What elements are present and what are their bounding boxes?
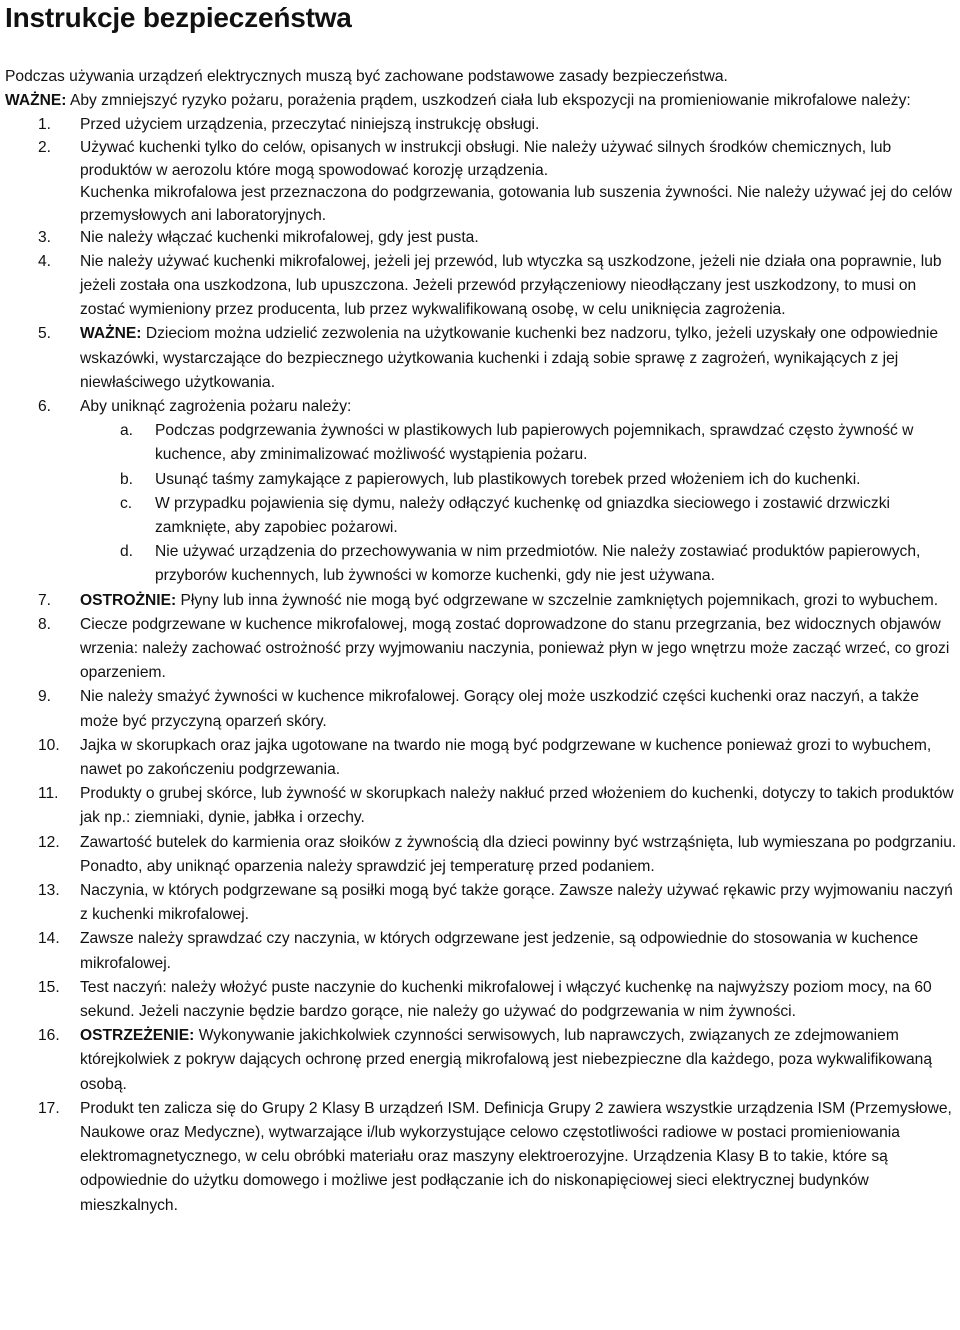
warning-label: OSTRZEŻENIE: [80, 1027, 195, 1045]
list-item [5, 879, 960, 927]
item-text: Ciecze podgrzewane w kuchence mikrofalowej, mogą zostać doprowadzone do stanu przegrzania, bez widocznych objawów wrzenia: należy zachować ostrożność przy wyjmowaniu naczynia, ponieważ płyn w jego wnętrzu może zacząć wrzeć, co grozi oparzeniem. [80, 615, 950, 682]
intro-line: Podczas używania urządzeń elektrycznych muszą być zachowane podstawowe zasady bezpieczeństwa. [5, 68, 728, 85]
list-item [5, 976, 960, 1024]
item-text: Nie należy używać kuchenki mikrofalowej, jeżeli jej przewód, lub wtyczka są uszkodzone, jeżeli nie działa ona poprawnie, lub jeżeli została ona uszkodzona, lub upuszczona. Jeżeli przewód przyłączeniowy nieodłączany jest uszkodzony, to musi on zostać wymieniony przez producenta, lub przez wykwalifikowaną osobę, w celu uniknięcia zagrożenia. [80, 252, 942, 319]
document-page [5, 0, 960, 1218]
item-number: 15. [38, 978, 60, 996]
item-number: 12. [38, 833, 60, 851]
item-text: Produkt ten zalicza się do Grupy 2 Klasy B urządzeń ISM. Definicja Grupy 2 zawiera wszystkie urządzenia ISM (Przemysłowe, Naukowe oraz Medyczne), wytwarzające i/lub wykorzystujące celowo częstotliwości radiowe w postaci promieniowania elektromagnetycznego, w celu obróbki materiału oraz maszyny elektroerozyjne. Urządzenia Klasy B to takie, które są odpowiednie do użytku domowego i możliwe jest podłączanie ich do niskonapięciowej sieci elektrycznej budynków mieszkalnych. [80, 1099, 952, 1214]
sub-list-item [80, 468, 960, 492]
list-item [5, 227, 960, 250]
sub-item-text: Usunąć taśmy zamykające z papierowych, lub plastikowych torebek przed włożeniem ich do kuchenki. [155, 470, 861, 488]
item-number: 14. [38, 930, 60, 948]
list-item [5, 137, 960, 227]
sub-list-item [80, 419, 960, 467]
list-item [5, 831, 960, 879]
page-title: Instrukcje bezpieczeństwa [5, 2, 352, 33]
safety-list [5, 113, 960, 1218]
list-item [5, 613, 960, 686]
sub-list-item [80, 540, 960, 588]
item-text: Nie należy smażyć żywności w kuchence mikrofalowej. Gorący olej może uszkodzić części kuchenki oraz naczyń, a także może być przyczyną oparzeń skóry. [80, 688, 919, 730]
list-item [5, 113, 960, 137]
item-text: Wykonywanie jakichkolwiek czynności serwisowych, lub naprawczych, związanych ze zdejmowaniem którejkolwiek z pokryw dających ochronę przed energią mikrofalową jest niebezpieczne dla każdego, poza wykwalifikowaną osobą. [80, 1027, 933, 1093]
intro-important [5, 89, 960, 113]
list-item [5, 782, 960, 830]
sub-list-item [80, 492, 960, 540]
sub-item-text: Nie używać urządzenia do przechowywania w nim przedmiotów. Nie należy zostawiać produktów papierowych, przyborów kuchennych, lub żywności w komorze kuchenki, gdy nie jest używana. [155, 543, 921, 585]
item-number: 13. [38, 881, 60, 899]
item-text: Zawsze należy sprawdzać czy naczynia, w których odgrzewane jest jedzenie, są odpowiednie do stosowania w kuchence mikrofalowej. [80, 930, 919, 972]
list-item [5, 927, 960, 975]
caution-label: OSTROŻNIE: [80, 591, 177, 609]
list-item [5, 1097, 960, 1218]
item-number: 7. [38, 591, 52, 609]
list-item [5, 685, 960, 733]
item-number: 1. [38, 116, 52, 133]
item-number: 6. [38, 397, 52, 415]
item-letter: c. [120, 494, 133, 512]
sub-list [80, 419, 960, 588]
item-text: Przed użyciem urządzenia, przeczytać niniejszą instrukcję obsługi. [80, 116, 540, 133]
item-number: 11. [38, 785, 59, 803]
item-letter: d. [120, 543, 134, 561]
item-number: 16. [38, 1027, 60, 1045]
important-label: WAŻNE: [80, 325, 142, 343]
item-text: Produkty o grubej skórce, lub żywność w skorupkach należy nakłuć przed włożeniem do kuchenki, dotyczy to takich produktów jak np.: ziemniaki, dynie, jabłka i orzechy. [80, 785, 954, 827]
item-number: 4. [38, 252, 52, 270]
item-number: 3. [38, 229, 52, 247]
list-item [5, 395, 960, 589]
item-number: 5. [38, 325, 52, 343]
item-text-extra: Kuchenka mikrofalowa jest przeznaczona do podgrzewania, gotowania lub suszenia żywności. Nie należy używać jej do celów przemysłowych ani laboratoryjnych. [80, 184, 952, 224]
item-number: 17. [38, 1099, 60, 1117]
item-text: Aby uniknąć zagrożenia pożaru należy: [80, 397, 352, 415]
list-item [5, 1024, 960, 1097]
item-number: 2. [38, 139, 52, 157]
item-text: Płyny lub inna żywność nie mogą być odgrzewane w szczelnie zamkniętych pojemnikach, grozi to wybuchem. [176, 591, 939, 609]
item-number: 8. [38, 615, 52, 633]
list-item [5, 322, 960, 395]
item-letter: b. [120, 470, 134, 488]
item-text: Używać kuchenki tylko do celów, opisanych w instrukcji obsługi. Nie należy używać silnych środków chemicznych, lub produktów w aerozolu które mogą spowodować korozję urządzenia. [80, 139, 892, 179]
intro-important-text: Aby zmniejszyć ryzyko pożaru, porażenia prądem, uszkodzeń ciała lub ekspozycji na promieniowanie mikrofalowe należy: [66, 92, 911, 109]
intro [5, 65, 960, 113]
item-text: Naczynia, w których podgrzewane są posiłki mogą być także gorące. Zawsze należy używać rękawic przy wyjmowaniu naczyń z kuchenki mikrofalowej. [80, 881, 953, 924]
list-item [5, 734, 960, 782]
item-text: Jajka w skorupkach oraz jajka ugotowane na twardo nie mogą być podgrzewane w kuchence ponieważ grozi to wybuchem, nawet po zakończeniu podgrzewania. [80, 736, 932, 778]
item-text: Dzieciom można udzielić zezwolenia na użytkowanie kuchenki bez nadzoru, tylko, jeżeli uzyskały one odpowiednie wskazówki, wystarczające do bezpiecznego użytkowania kuchenki i zdają sobie sprawę z zagrożeń, wynikających z jej niewłaściwego użytkowania. [80, 325, 939, 391]
item-text: Nie należy włączać kuchenki mikrofalowej, gdy jest pusta. [80, 229, 479, 247]
important-label: WAŻNE: [5, 92, 67, 109]
item-text: Zawartość butelek do karmienia oraz słoików z żywnością dla dzieci powinny być wstrząśnięta, lub wymieszana po podgrzaniu. Ponadto, aby uniknąć oparzenia należy sprawdzić jej temperaturę przed podaniem. [80, 833, 957, 875]
item-number: 10. [38, 736, 60, 754]
list-item [5, 250, 960, 323]
list-item [5, 589, 960, 613]
sub-item-text: W przypadku pojawienia się dymu, należy odłączyć kuchenkę od gniazdka sieciowego i zostawić drzwiczki zamknięte, aby zapobiec pożarowi. [155, 494, 890, 536]
item-letter: a. [120, 422, 134, 440]
item-number: 9. [38, 688, 52, 706]
sub-item-text: Podczas podgrzewania żywności w plastikowych lub papierowych pojemnikach, sprawdzać często żywność w kuchence, aby zminimalizować możliwość wystąpienia pożaru. [155, 422, 914, 464]
item-text: Test naczyń: należy włożyć puste naczynie do kuchenki mikrofalowej i włączyć kuchenkę na najwyższy poziom mocy, na 60 sekund. Jeżeli naczynie będzie bardzo gorące, nie należy go używać do podgrzewania w nim żywności. [80, 978, 932, 1020]
